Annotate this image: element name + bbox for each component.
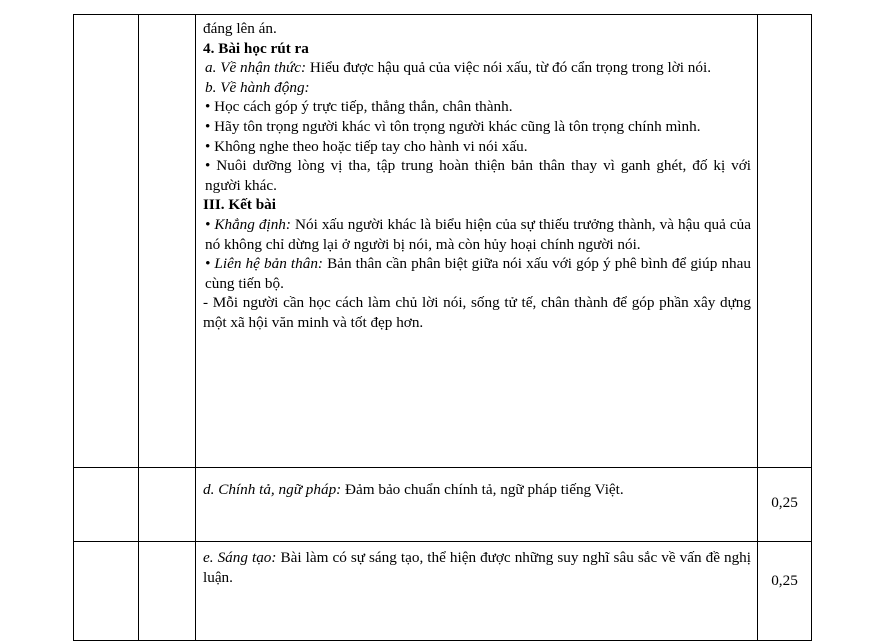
table-row bbox=[74, 468, 812, 542]
empty-cell bbox=[74, 542, 139, 641]
empty-score-cell bbox=[758, 15, 812, 468]
table-row bbox=[74, 15, 812, 468]
bullet-item: • Nuôi dưỡng lòng vị tha, tập trung hoàn thiện bản thân thay vì ganh ghét, đố kị với người khác. bbox=[205, 157, 751, 194]
sub-heading: b. Về hành động: bbox=[205, 78, 310, 96]
empty-cell bbox=[139, 15, 196, 468]
text-line: đáng lên án. bbox=[203, 20, 277, 37]
bullet-item: • Học cách góp ý trực tiếp, thẳng thắn, chân thành. bbox=[205, 98, 513, 116]
empty-cell bbox=[74, 15, 139, 468]
table-row bbox=[74, 542, 812, 641]
bullet-item: • Hãy tôn trọng người khác vì tôn trọng người khác cũng là tôn trọng chính mình. bbox=[205, 117, 701, 135]
scoring-table bbox=[73, 14, 812, 641]
section-heading: III. Kết bài bbox=[203, 196, 276, 214]
score-cell: 0,25 bbox=[758, 542, 812, 641]
bullet-item: • Không nghe theo hoặc tiếp tay cho hành vi nói xấu. bbox=[205, 137, 528, 155]
criterion-text bbox=[203, 548, 751, 587]
paragraph bbox=[203, 58, 751, 78]
criterion-label: d. Chính tả, ngữ pháp: bbox=[203, 481, 342, 498]
paragraph bbox=[203, 254, 751, 293]
section-heading: 4. Bài học rút ra bbox=[203, 39, 309, 57]
score-cell: 0,25 bbox=[758, 468, 812, 542]
content-cell bbox=[196, 15, 758, 468]
paragraph: - Mỗi người cần học cách làm chủ lời nói, sống tử tế, chân thành để góp phần xây dựng một xã hội văn minh và tốt đẹp hơn. bbox=[203, 294, 751, 331]
text: Nói xấu người khác là biểu hiện của sự thiếu trưởng thành, và hậu quả của nó không chỉ dừng lại ở người bị nói, mà còn hủy hoại chính người nói. bbox=[205, 215, 751, 253]
criterion-cell bbox=[196, 468, 758, 542]
criterion-cell bbox=[196, 542, 758, 641]
label: • Khẳng định: bbox=[205, 215, 291, 233]
criterion-label: e. Sáng tạo: bbox=[203, 549, 277, 566]
criterion-description: Đảm bảo chuẩn chính tả, ngữ pháp tiếng Việt. bbox=[341, 481, 624, 498]
empty-cell bbox=[139, 468, 196, 542]
label: a. Về nhận thức: bbox=[205, 59, 307, 77]
paragraph bbox=[203, 215, 751, 254]
text: Hiểu được hậu quả của việc nói xấu, từ đó cẩn trọng trong lời nói. bbox=[306, 59, 712, 77]
criterion-description: Bài làm có sự sáng tạo, thể hiện được những suy nghĩ sâu sắc về vấn đề nghị luận. bbox=[203, 549, 751, 586]
criterion-text bbox=[203, 480, 751, 500]
empty-cell bbox=[74, 468, 139, 542]
label: • Liên hệ bản thân: bbox=[205, 255, 323, 273]
text: Bản thân cần phân biệt giữa nói xấu với góp ý phê bình để giúp nhau cùng tiến bộ. bbox=[205, 255, 751, 292]
empty-cell bbox=[139, 542, 196, 641]
